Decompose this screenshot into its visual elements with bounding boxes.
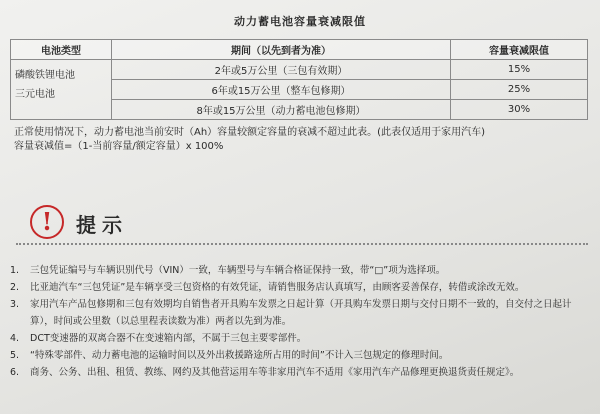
table-title: 动力蓄电池容量衰减限值 — [234, 15, 366, 28]
header-battery-type: 电池类型 — [11, 40, 112, 60]
battery-type-ternary: 三元电池 — [15, 89, 55, 100]
exclamation-icon: ! — [30, 205, 64, 239]
item-text: 算），时间或公里数（以总里程表读数为准）两者以先到为准。 — [30, 316, 292, 327]
item-number: 4. — [10, 333, 20, 344]
period-cell: 2年或5万公里（三包有效期） — [112, 60, 451, 80]
item-text: 三包凭证编号与车辆识别代号（VIN）一致，车辆型号与车辆合格证保持一致，带“□”项为选择项。 — [30, 265, 446, 276]
capacity-decay-table — [10, 39, 588, 120]
decay-limit-cell: 15% — [451, 60, 588, 80]
table-header-row — [11, 40, 588, 60]
item-text: DCT变速器的双离合器不在变速箱内部，不属于三包主要零部件。 — [30, 333, 307, 344]
item-text: 商务、公务、出租、租赁、教练、网约及其他营运用车等非家用汽车不适用《家用汽车产品修理更换退货责任规定》。 — [30, 367, 520, 378]
item-number: 5. — [10, 350, 20, 361]
tips-title: 提示 — [76, 213, 128, 237]
item-number: 2. — [10, 282, 20, 293]
list-item — [10, 279, 595, 296]
note-line-1: 正常使用情况下，动力蓄电池当前安时（Ah）容量较额定容量的衰减不超过此表。(此表仅适用于家用汽车) — [14, 127, 485, 138]
header-period: 期间（以先到者为准） — [112, 40, 451, 60]
period-cell: 8年或15万公里（动力蓄电池包修期） — [112, 100, 451, 120]
tips-divider — [16, 243, 588, 245]
battery-type-lfp: 磷酸铁锂电池 — [15, 70, 75, 81]
decay-limit-cell: 30% — [451, 100, 588, 120]
list-item — [10, 262, 595, 279]
period-cell: 6年或15万公里（整车包修期） — [112, 80, 451, 100]
list-item — [10, 296, 595, 313]
list-item-continuation — [10, 313, 595, 330]
tips-list — [10, 262, 595, 381]
item-text: 家用汽车产品包修期和三包有效期均自销售者开具购车发票之日起计算（开具购车发票日期与交付日期不一致的，自交付之日起计 — [30, 299, 572, 310]
item-number: 3. — [10, 299, 20, 310]
header-decay-limit: 容量衰减限值 — [451, 40, 588, 60]
item-text: “特殊零部件、动力蓄电池的运输时间以及外出救援路途所占用的时间”不计入三包规定的修理时间。 — [30, 350, 449, 361]
item-text: 比亚迪汽车“三包凭证”是车辆享受三包资格的有效凭证，请销售服务店认真填写，由顾客妥善保存，转借或涂改无效。 — [30, 282, 525, 293]
list-item — [10, 364, 595, 381]
list-item — [10, 330, 595, 347]
item-number: 6. — [10, 367, 20, 378]
note-line-2: 容量衰减值=（1-当前容量/额定容量）x 100% — [14, 141, 224, 152]
item-number: 1. — [10, 265, 20, 276]
table-row — [11, 60, 588, 80]
list-item — [10, 347, 595, 364]
battery-types-cell — [11, 60, 112, 120]
table-note — [14, 126, 589, 154]
decay-limit-cell: 25% — [451, 80, 588, 100]
